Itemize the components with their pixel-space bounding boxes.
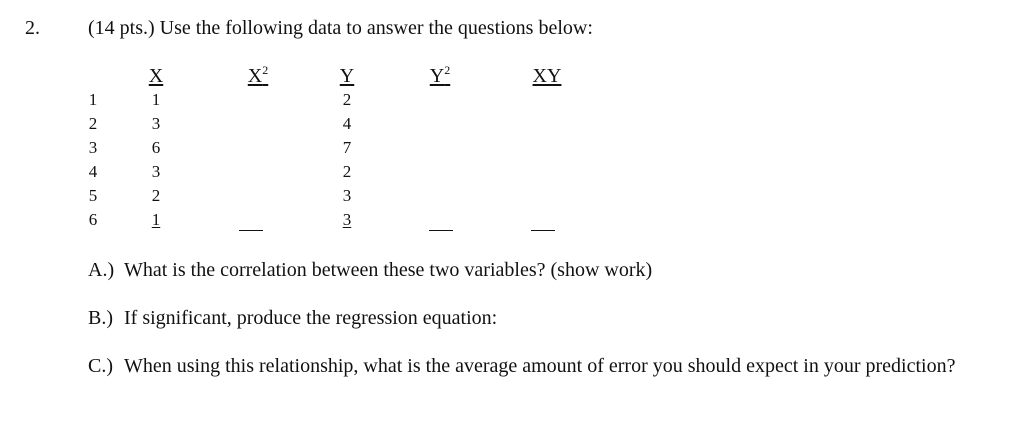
column-header-y-squared-base: Y — [429, 65, 445, 87]
problem-number: 2. — [25, 17, 40, 39]
column-header-xy: XY — [532, 65, 562, 87]
row-number: 6 — [88, 210, 98, 229]
question-c — [88, 356, 955, 376]
question-a — [88, 260, 652, 280]
question-label: C.) — [88, 355, 113, 377]
y-value: 2 — [342, 162, 352, 181]
row-number: 2 — [88, 114, 98, 133]
row-number: 4 — [88, 162, 98, 181]
column-header-y: Y — [339, 65, 355, 87]
column-header-x-squared — [247, 63, 269, 87]
column-header-y-squared-exponent: 2 — [444, 63, 451, 77]
problem-header: (14 pts.) Use the following data to answer the questions below: — [88, 17, 593, 39]
row-number: 1 — [88, 90, 98, 109]
question-label: B.) — [88, 307, 113, 329]
x-squared-sum-blank — [239, 230, 263, 231]
y-value: 7 — [342, 138, 352, 157]
y-value: 3 — [342, 186, 352, 205]
question-text: What is the correlation between these two variables? (show work) — [124, 259, 653, 281]
x-value: 6 — [151, 138, 161, 157]
question-text: When using this relationship, what is the average amount of error you should expect in your prediction? — [124, 355, 956, 377]
column-header-x-squared-exponent: 2 — [262, 63, 269, 77]
x-value: 2 — [151, 186, 161, 205]
y-value: 3 — [342, 210, 352, 229]
question-text: If significant, produce the regression equation: — [124, 307, 498, 329]
xy-sum-blank — [531, 230, 555, 231]
x-value: 3 — [151, 114, 161, 133]
y-value: 2 — [342, 90, 352, 109]
column-header-y-squared — [429, 63, 451, 87]
row-number: 5 — [88, 186, 98, 205]
question-b — [88, 308, 497, 328]
column-header-x-squared-base: X — [247, 65, 263, 87]
y-value: 4 — [342, 114, 352, 133]
column-header-x: X — [148, 65, 164, 87]
x-value: 1 — [151, 210, 161, 229]
question-label: A.) — [88, 259, 115, 281]
y-squared-sum-blank — [429, 230, 453, 231]
x-value: 3 — [151, 162, 161, 181]
row-number: 3 — [88, 138, 98, 157]
x-value: 1 — [151, 90, 161, 109]
